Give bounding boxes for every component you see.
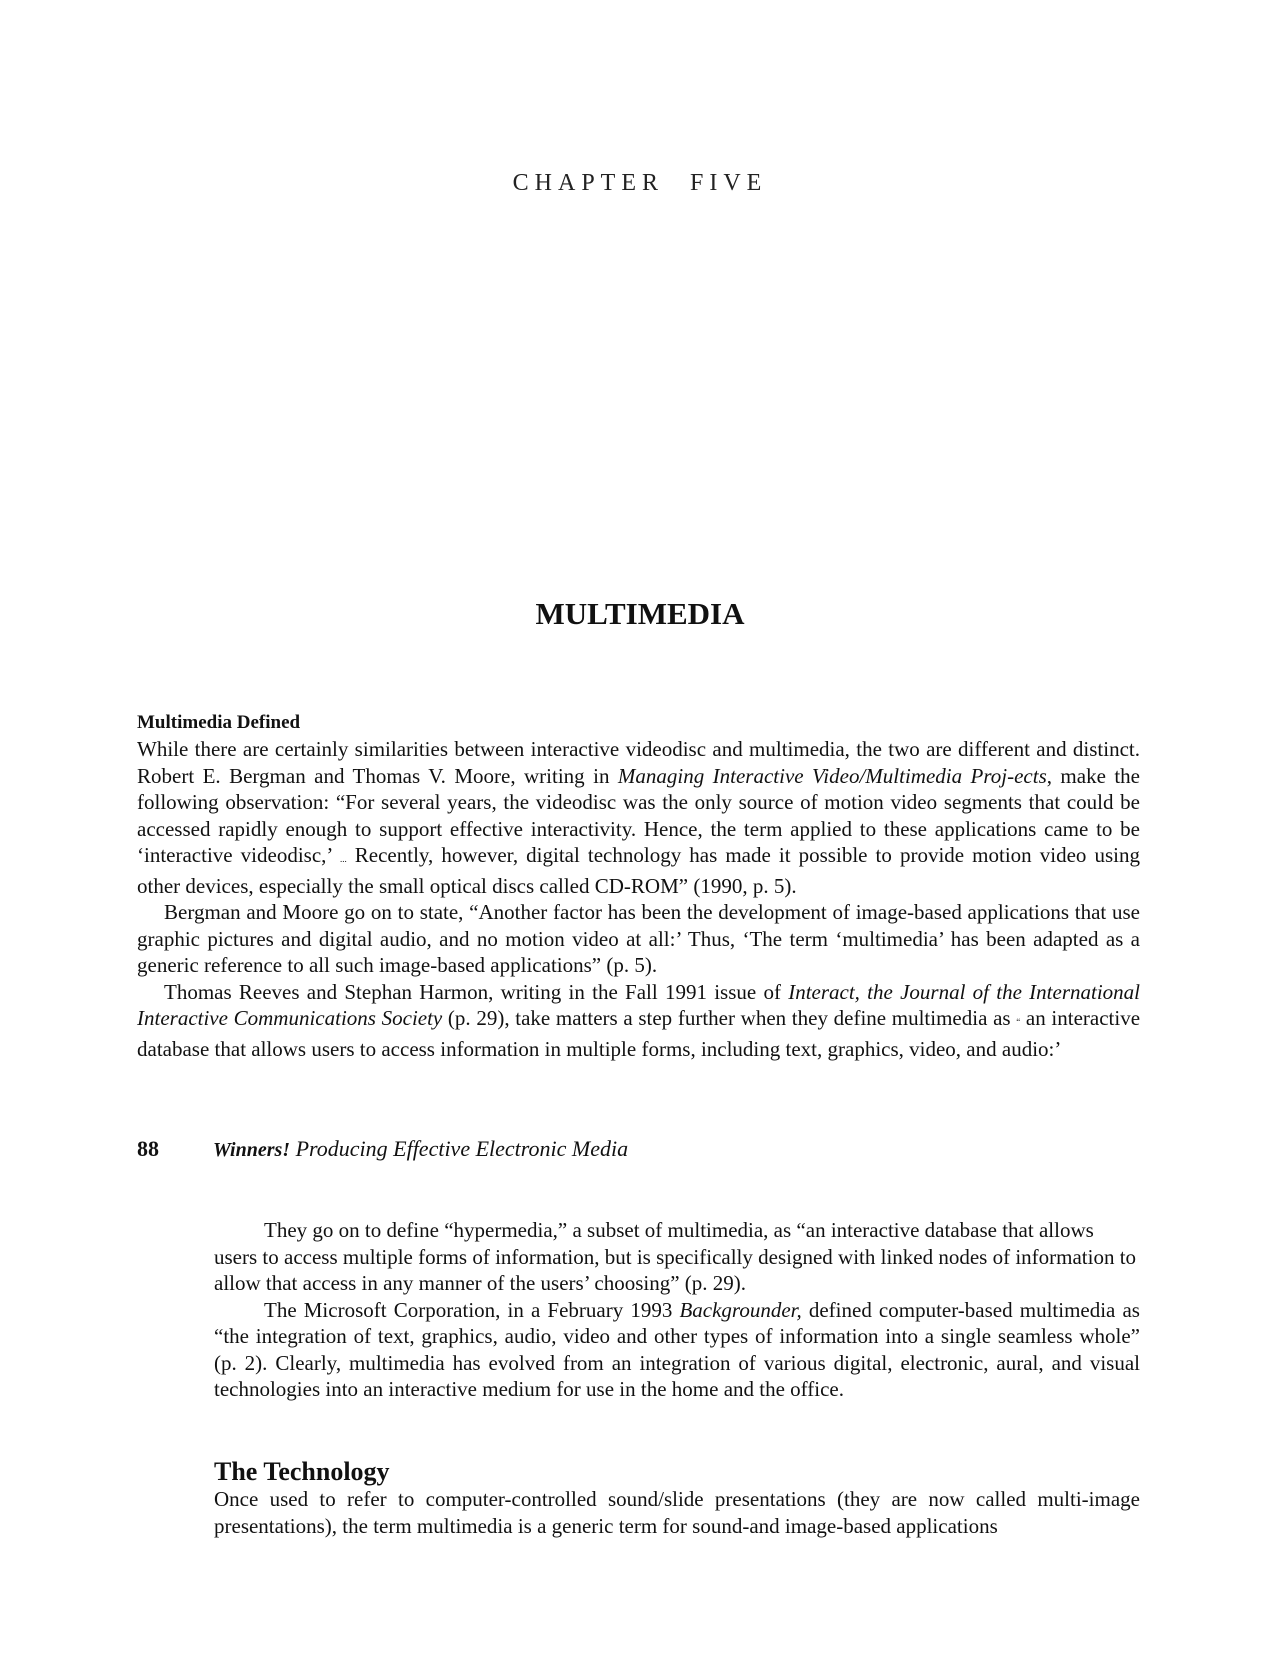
publication-italic: Backgrounder, xyxy=(679,1297,802,1322)
text-run: The Microsoft Corporation, in a February 1993 xyxy=(264,1297,680,1322)
text-run: , make the following observation: “For several years, the videodisc was the only source of motion video segments that could be accessed rapidly enough to support effective interactivity. Hence, the term applied to these applications came to be ‘interactive videodisc,’ xyxy=(137,763,1140,867)
paragraph: Once used to refer to computer-controlled sound/slide presentations (they are now called multi-image presentations), the term multimedia is a generic term for sound-and image-based applications xyxy=(214,1487,1140,1538)
chapter-title: MULTIMEDIA xyxy=(535,596,745,631)
section-continued xyxy=(214,1217,1140,1403)
text-run: (p. 29), take matters a step further when they define multimedia as xyxy=(442,1006,1017,1030)
section-technology xyxy=(214,1486,1140,1539)
paragraph: They go on to define “hypermedia,” a subset of multimedia, as “an interactive database that allows users to access multiple forms of information, but is specifically designed with linked nodes of information to allow that access in any manner of the users’ choosing” (p. 29). xyxy=(214,1218,1137,1295)
section-heading: Multimedia Defined xyxy=(137,712,301,733)
page-footer xyxy=(137,1136,1140,1163)
page-number: 88 xyxy=(137,1136,159,1161)
book-title-italic: Managing Interactive Video/Multimedia Proj-ects xyxy=(617,763,1047,788)
text-run: Thomas Reeves and Stephan Harmon, writing in the Fall 1991 issue of xyxy=(164,979,789,1004)
section-multimedia-defined xyxy=(137,710,1140,1062)
paragraph xyxy=(214,1297,1140,1403)
text-run: While there are certainly similarities between interactive videodisc and multimedia, the two are different and distinct. Robert E. Bergman and Thomas V. Moore, writing in xyxy=(137,737,1140,788)
running-head xyxy=(213,1136,628,1163)
text-run: an interactive database that allows users to access information in multiple forms, including text, graphics, video, and audio:’ xyxy=(137,1006,1141,1061)
chapter-label: CHAPTER FIVE xyxy=(512,170,768,196)
running-head-book-title: Winners! xyxy=(213,1139,291,1161)
paragraph xyxy=(137,736,1140,899)
quote-mark: “ xyxy=(1016,1017,1021,1027)
paragraph: Bergman and Moore go on to state, “Another factor has been the development of image-based applications that use graphic pictures and digital audio, and no motion video at all:’ Thus, ‘The term ‘multimedia’ has been adapted as a generic reference to all such image-based applications” (p. 5). xyxy=(137,900,1140,977)
text-run: defined computer-based multimedia as “the integration of text, graphics, audio, video and other types of information into a single seamless whole” (p. 2). Clearly, multimedia has evolved from an integration of various digital, electronic, aural, and visual technologies into an interactive medium for use in the home and the office. xyxy=(214,1297,1140,1401)
ellipsis-mark: ... xyxy=(339,854,347,864)
section-heading-technology: The Technology xyxy=(214,1457,390,1486)
journal-title-italic: Interact, the Journal of the International Interactive Communications Society xyxy=(137,979,1140,1030)
text-run: Recently, however, digital technology has made it possible to provide motion video using other devices, especially the small optical discs called CD-ROM” (1990, p. 5). xyxy=(137,843,1141,898)
running-head-subtitle: Producing Effective Electronic Media xyxy=(290,1136,629,1161)
paragraph xyxy=(137,979,1140,1063)
